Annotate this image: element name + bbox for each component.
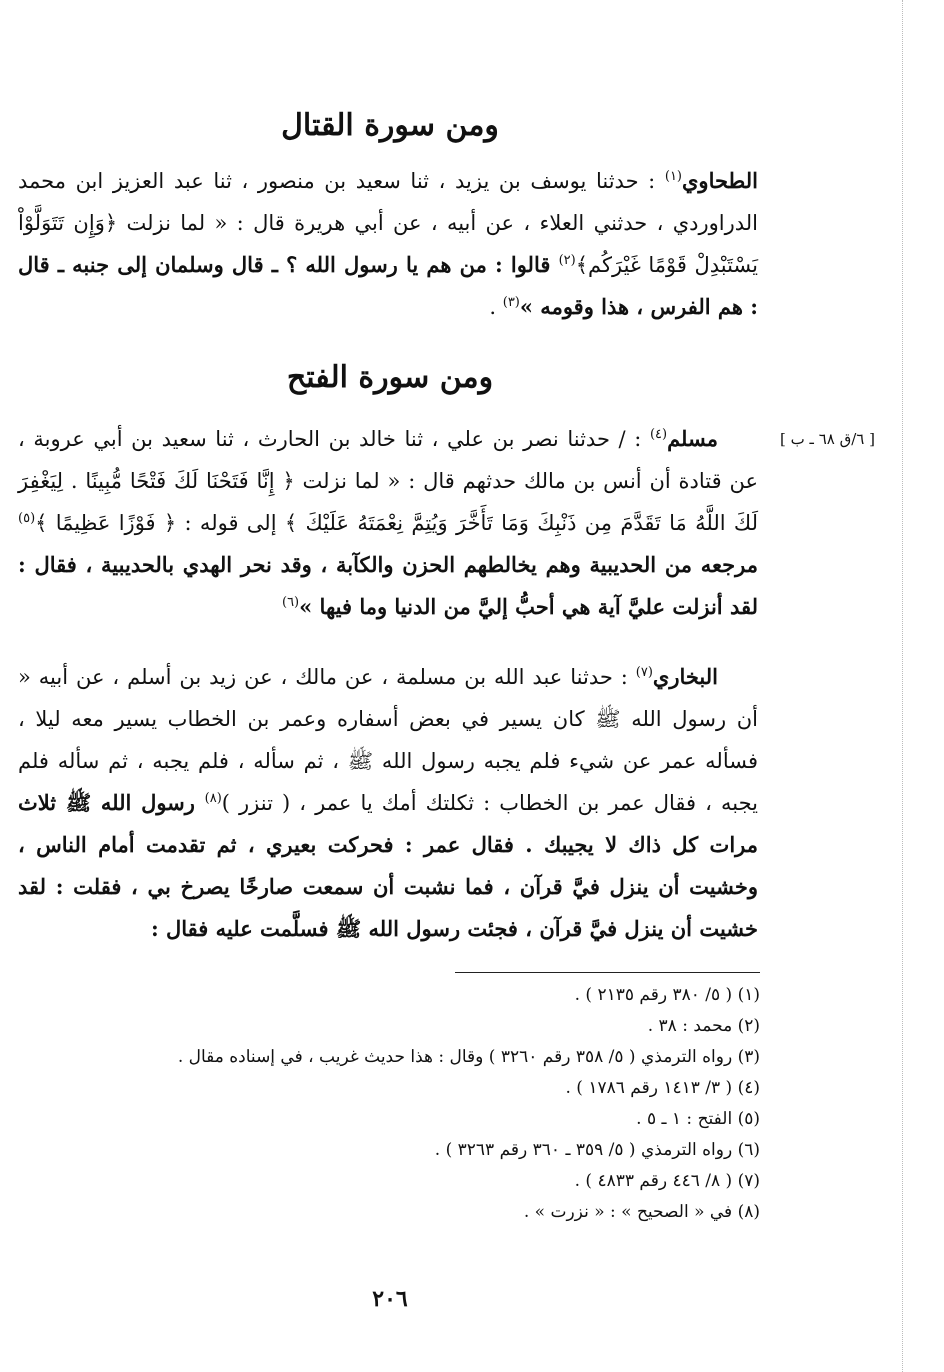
paragraph-bukhari-text: : حدثنا عبد الله بن مسلمة ، عن مالك ، عن زيد بن أسلم ، عن أبيه « أن رسول الله ﷺ كان يسير في بعض أسفاره وعمر بن الخطاب يسير معه ليلا ، فسأله عمر عن شيء فلم يجبه رسول الله ﷺ ، ثم سأله ، فلم يجبه ، ثم سأله فلم يجبه ، فقال عمر بن الخطاب : ثكلتك أمك يا عمر ، ( تنزر ) (18, 665, 758, 815)
footnote-ref-6: (٦) (281, 595, 300, 610)
paragraph-muslim-text-2: مرجعه من الحديبية وهم يخالطهم الحزن والكآبة ، وقد نحر الهدي بالحديبية ، فقال : لقد أنزلت عليَّ آية هي أحبُّ إليَّ من الدنيا وما فيها » (18, 552, 758, 619)
paragraph-tahawi (18, 160, 758, 328)
footnote-ref-2: (٢) (558, 253, 576, 268)
page-number: ٢٠٦ (372, 1286, 408, 1312)
heading-surah-fath: ومن سورة الفتح (286, 360, 494, 395)
footnote-item: (٥) الفتح : ١ ـ ٥ . (636, 1109, 760, 1129)
footnotes-list (18, 980, 760, 1228)
paragraph-bukhari-text-2: رسول الله ﷺ ثلاث مرات كل ذاك لا يجيبك . فقال عمر : فحركت بعيري ، ثم تقدمت أمام الناس ، وخشيت أن ينزل فيَّ قرآن ، فما نشبت أن سمعت صارخًا يصرخ بي ، فقلت : لقد خشيت أن ينزل فيَّ قرآن ، فجئت رسول الله ﷺ فسلَّمت عليه فقال : (18, 790, 758, 941)
paragraph-tahawi-end: . (489, 295, 503, 319)
footnote-ref-8: (٨) (204, 791, 222, 806)
paragraph-tahawi-text: : حدثنا يوسف بن يزيد ، ثنا سعيد بن منصور ، ثنا عبد العزيز ابن محمد الدراوردي ، حدثني العلاء ، عن أبيه ، عن أبي هريرة قال : « لما نزلت ﴿وَإِن تَتَوَلَّوْاْ يَسْتَبْدِلْ قَوْمًا غَيْرَكُم﴾ (18, 169, 758, 277)
manuscript-folio-note: [ ٦/ق ٦٨ ـ ب ] (780, 430, 875, 448)
footnote-item: (١) ( ٥/ ٣٨٠ رقم ٢١٣٥ ) . (574, 985, 760, 1005)
footnote-item: (٦) رواه الترمذي ( ٥/ ٣٥٩ ـ ٣٦٠ رقم ٣٢٦٣ ) . (434, 1140, 760, 1160)
paragraph-muslim (18, 418, 758, 628)
speaker-tahawi: الطحاوي (682, 168, 758, 193)
paragraph-tahawi-text-2: قالوا : من هم يا رسول الله ؟ ـ قال وسلمان إلى جنبه ـ قال : هم الفرس ، هذا وقومه » (18, 252, 758, 319)
footnote-item: (٧) ( ٨/ ٤٤٦ رقم ٤٨٣٣ ) . (574, 1171, 760, 1191)
footnote-ref-1: (١) (664, 169, 682, 184)
scan-edge-line (902, 0, 903, 1372)
footnote-ref-3: (٣) (502, 295, 520, 310)
footnote-item: (٢) محمد : ٣٨ . (647, 1016, 760, 1036)
footnote-item: (٣) رواه الترمذي ( ٥/ ٣٥٨ رقم ٣٢٦٠ ) وقال : هذا حديث غريب ، في إسناده مقال . (177, 1047, 760, 1067)
speaker-bukhari: البخاري (652, 664, 718, 689)
footnote-ref-4: (٤) (649, 427, 668, 442)
footnote-item: (٨) في « الصحيح » : « نزرت » . (523, 1202, 760, 1222)
paragraph-muslim-text: : / حدثنا نصر بن علي ، ثنا خالد بن الحارث ، ثنا سعيد بن أبي عروبة ، عن قتادة أن أنس بن مالك حدثهم قال : « لما نزلت ﴿ إِنَّا فَتَحْنَا لَكَ فَتْحًا مُّبِينًا . لِيَغْفِرَ لَكَ اللَّهُ مَا تَقَدَّمَ مِن ذَنْبِكَ وَمَا تَأَخَّرَ وَيُتِمَّ نِعْمَتَهُ عَلَيْكَ ﴾ إلى قوله : ﴿ فَوْزًا عَظِيمًا ﴾ (18, 427, 758, 535)
footnote-item: (٤) ( ٣/ ١٤١٣ رقم ١٧٨٦ ) . (565, 1078, 760, 1098)
footnote-ref-7: (٧) (635, 665, 653, 680)
footnote-separator (455, 972, 760, 973)
footnote-ref-5: (٥) (18, 511, 36, 526)
speaker-muslim: مسلم (667, 426, 718, 451)
paragraph-bukhari (18, 656, 758, 950)
heading-surah-qital: ومن سورة القتال (281, 108, 499, 143)
